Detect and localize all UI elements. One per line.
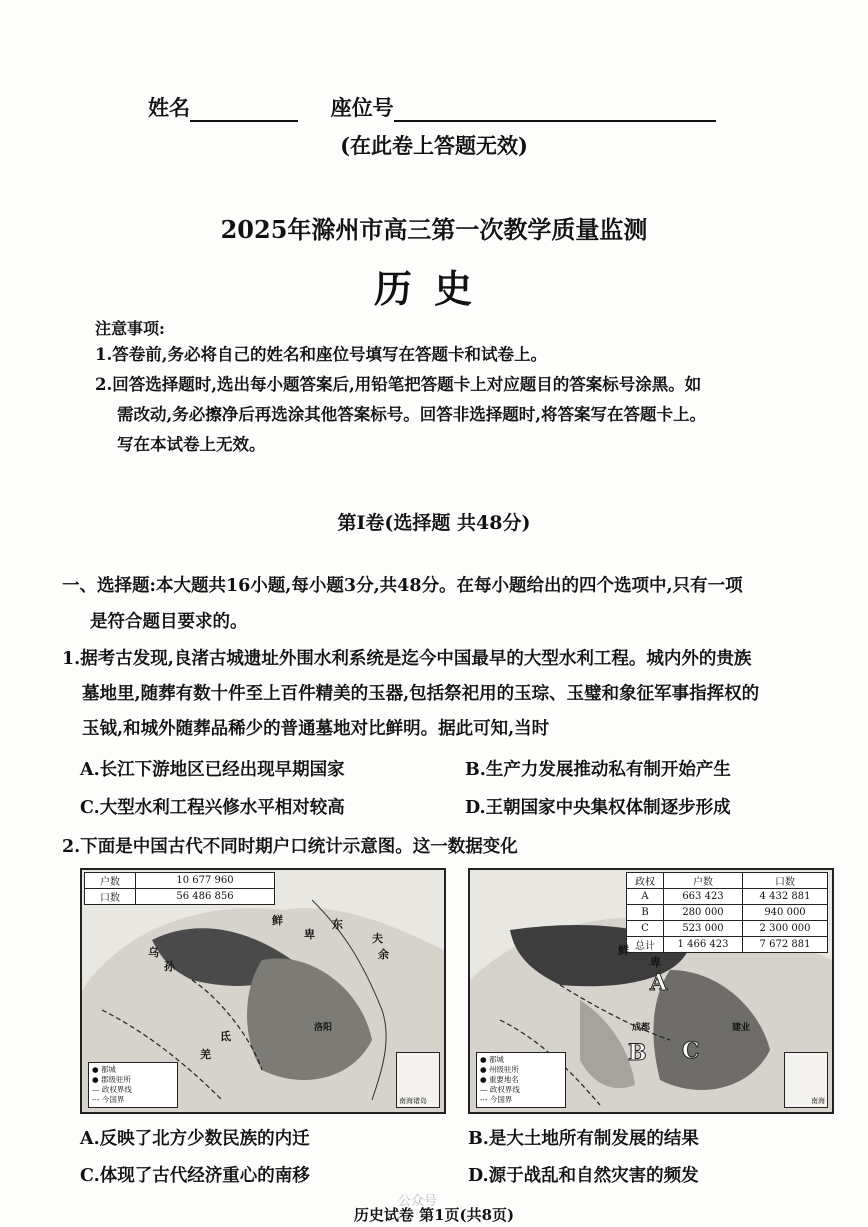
map-2-inset [784,1052,828,1108]
table-cell: 7 672 881 [743,937,828,953]
map-label: 卑 [650,956,661,969]
map-label: 乌 [148,946,159,959]
note-item-2-line-2: 需改动,务必擦净后再选涂其他答案标号。回答非选择题时,将答案写在答题卡上。 [117,405,706,424]
map-label: 卑 [304,928,315,941]
map-1 [80,868,446,1114]
map-label: 余 [378,948,389,961]
table-cell: C [627,921,664,937]
seat-label: 座位号 [330,95,394,120]
name-seat-row [148,92,716,122]
region-letter-b: B [628,1040,647,1066]
q1-line-2: 墓地里,随葬有数十件至上百件精美的玉器,包括祭祀用的玉琮、玉璧和象征军事指挥权的 [82,684,760,704]
map-1-population-table [84,872,275,905]
table-cell: 口数 [85,889,136,905]
region-letter-c: C [682,1038,700,1064]
map-2 [468,868,834,1114]
table-header-row [627,873,828,889]
map-1-legend [88,1062,178,1108]
exam-title: 2025年滁州市高三第一次教学质量监测 [220,215,648,244]
section-line-1: 一、选择题:本大题共16小题,每小题3分,共48分。在每小题给出的四个选项中,只有一项 [62,576,743,596]
map-label: 夫 [372,932,383,945]
q2-option-b[interactable]: B.是大土地所有制发展的结果 [468,1129,699,1149]
notes-heading: 注意事项: [95,319,165,338]
table-cell: 10 677 960 [136,873,275,889]
q1-option-c[interactable]: C.大型水利工程兴修水平相对较高 [80,798,345,818]
legend-item: ● 重要地名 [480,1075,519,1084]
watermark: 公众号 [398,1194,438,1209]
note-item-2 [95,370,815,460]
table-row [85,889,275,905]
question-2-stem: 2.下面是中国古代不同时期户口统计示意图。这一数据变化 [62,837,518,857]
note-item-2-line-1: 2.回答选择题时,选出每小题答案后,用铅笔把答题卡上对应题目的答案标号涂黑。如 [95,375,702,394]
table-row [627,921,828,937]
table-cell: 总计 [627,937,664,953]
map-label: 羌 [200,1048,211,1061]
table-header: 政权 [627,873,664,889]
part-title: 第Ⅰ卷(选择题 共48分) [337,512,531,534]
page-footer: 历史试卷 第1页(共8页) [353,1206,515,1224]
table-cell: B [627,905,664,921]
note-item-1: 1.答卷前,务必将自己的姓名和座位号填写在答题卡和试卷上。 [95,345,547,364]
table-cell: 56 486 856 [136,889,275,905]
table-cell: 663 423 [664,889,743,905]
map-label: 东 [332,918,343,931]
map-label: 氐 [220,1030,231,1043]
question-1-stem [62,642,822,747]
map-label: 建业 [732,1023,751,1033]
map-2-legend [476,1052,566,1108]
name-blank [190,98,298,122]
map-label: 孙 [164,960,175,973]
map-label: 鲜 [618,944,629,957]
section-instructions [62,568,822,640]
q2-option-a[interactable]: A.反映了北方少数民族的内迁 [80,1129,310,1149]
q2-option-c[interactable]: C.体现了古代经济重心的南移 [80,1166,310,1186]
legend-item: — 政权界线 [92,1085,132,1094]
table-cell: 280 000 [664,905,743,921]
q1-option-d[interactable]: D.王朝国家中央集权体制逐步形成 [465,798,731,818]
q2-option-d[interactable]: D.源于战乱和自然灾害的频发 [468,1166,699,1186]
table-row [85,873,275,889]
q1-line-1: 1.据考古发现,良渚古城遗址外围水利系统是迄今中国最早的大型水利工程。城内外的贵族 [62,649,752,669]
table-header: 口数 [743,873,828,889]
section-line-2: 是符合题目要求的。 [90,612,248,632]
table-cell: 2 300 000 [743,921,828,937]
legend-item: ● 州级驻所 [480,1065,519,1074]
legend-item: ● 都城 [480,1055,504,1064]
q1-line-3: 玉钺,和城外随葬品稀少的普通墓地对比鲜明。据此可知,当时 [82,719,550,739]
legend-item: -·- 今国界 [480,1095,513,1104]
map-2-population-table [626,872,828,953]
inset-label: 南海诸岛 [399,1097,427,1105]
table-row [627,905,828,921]
note-item-2-line-3: 写在本试卷上无效。 [117,435,266,454]
subject-title: 历史 [373,266,494,311]
q1-option-a[interactable]: A.长江下游地区已经出现早期国家 [80,760,345,780]
table-header: 户数 [664,873,743,889]
map-label: 鲜 [272,914,283,927]
legend-item: — 政权界线 [480,1085,520,1094]
table-cell: A [627,889,664,905]
table-row [627,889,828,905]
legend-item: -·- 今国界 [92,1095,125,1104]
table-row [627,937,828,953]
region-letter-a: A [650,970,668,996]
legend-item: ● 郡级驻所 [92,1075,131,1084]
seat-blank [394,98,716,122]
map-1-inset [396,1052,440,1108]
legend-item: ● 都城 [92,1065,116,1074]
q1-option-b[interactable]: B.生产力发展推动私有制开始产生 [465,760,731,780]
name-label: 姓名 [148,95,190,120]
table-cell: 4 432 881 [743,889,828,905]
table-cell: 523 000 [664,921,743,937]
map-label: 成都 [632,1023,651,1033]
table-cell: 1 466 423 [664,937,743,953]
invalid-answer-notice: (在此卷上答题无效) [340,133,528,158]
map-label: 洛阳 [314,1023,333,1033]
table-cell: 户数 [85,873,136,889]
table-cell: 940 000 [743,905,828,921]
inset-label: 南海 [811,1097,825,1105]
